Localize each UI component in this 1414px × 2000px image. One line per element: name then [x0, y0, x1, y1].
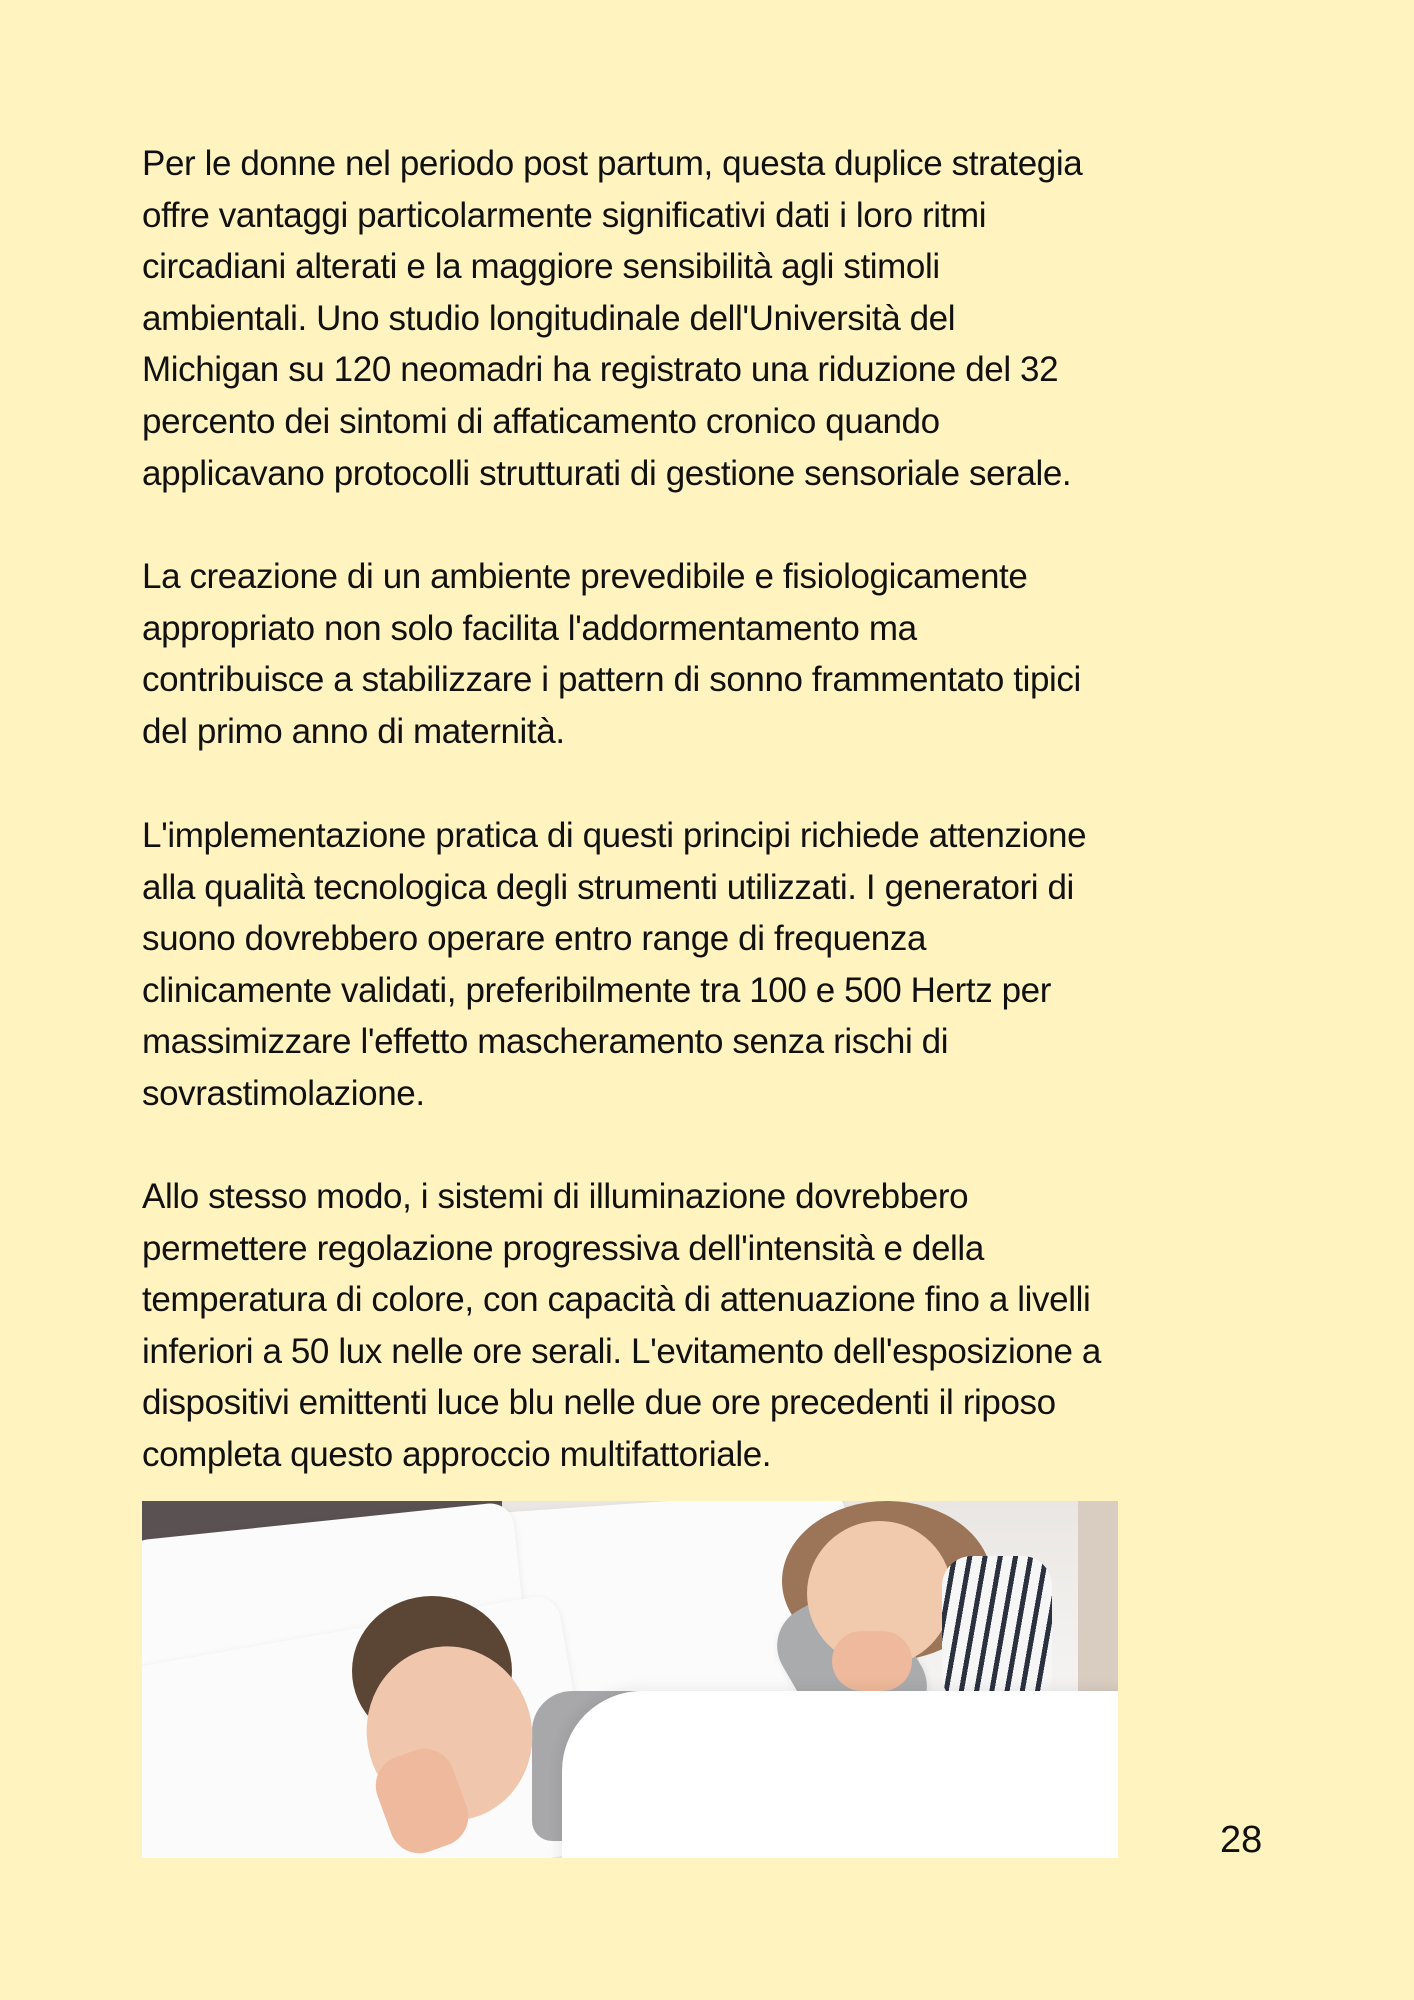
text-line: Allo stesso modo, i sistemi di illuminazione dovrebbero	[142, 1177, 969, 1216]
text-line: percento dei sintomi di affaticamento cronico quando	[142, 401, 940, 441]
text-line: del primo anno di maternità.	[142, 711, 565, 751]
text-line: massimizzare l'effetto mascheramento senza rischi di	[142, 1022, 949, 1062]
text-line: permettere regolazione progressiva dell'intensità e della	[142, 1228, 984, 1268]
text-line: temperatura di colore, con capacità di attenuazione fino a livelli	[142, 1280, 1091, 1320]
sleeping-children-photo	[142, 1501, 1118, 1858]
text-line: clinicamente validati, preferibilmente tra 100 e 500 Hertz per	[142, 970, 1052, 1010]
text-line: appropriato non solo facilita l'addormentamento ma	[142, 608, 917, 648]
paragraph-sound-generators	[142, 810, 1292, 1120]
text-line: sovrastimolazione.	[142, 1073, 425, 1113]
text-line: Michigan su 120 neomadri ha registrato una riduzione del 32	[142, 350, 1059, 390]
text-line: suono dovrebbero operare entro range di frequenza	[142, 919, 927, 959]
text-line: La creazione di un ambiente prevedibile e fisiologicamente	[142, 557, 1028, 596]
paragraph-predictable-environment	[142, 551, 1292, 757]
girl-hand	[832, 1631, 912, 1691]
text-line: Per le donne nel periodo post partum, questa duplice strategia	[142, 144, 1083, 183]
text-line: ambientali. Uno studio longitudinale dell'Università del	[142, 298, 956, 338]
paragraph-lighting-systems	[142, 1171, 1292, 1481]
page-number: 28	[1220, 1819, 1263, 1861]
girl-striped-shirt	[942, 1556, 1052, 1706]
text-line: L'implementazione pratica di questi principi richiede attenzione	[142, 816, 1087, 855]
text-line: alla qualità tecnologica degli strumenti utilizzati. I generatori di	[142, 867, 1074, 907]
text-line: inferiori a 50 lux nelle ore serali. L'evitamento dell'esposizione a	[142, 1331, 1101, 1371]
text-line: contribuisce a stabilizzare i pattern di sonno frammentato tipici	[142, 660, 1081, 700]
paragraph-postpartum-strategy	[142, 138, 1292, 499]
curtain	[1078, 1501, 1118, 1701]
text-line: completa questo approccio multifattoriale.	[142, 1434, 772, 1474]
text-line: applicavano protocolli strutturati di gestione sensoriale serale.	[142, 453, 1072, 493]
text-line: circadiani alterati e la maggiore sensibilità agli stimoli	[142, 247, 940, 287]
white-duvet	[562, 1691, 1118, 1858]
text-line: offre vantaggi particolarmente significativi dati i loro ritmi	[142, 195, 987, 235]
text-line: dispositivi emittenti luce blu nelle due ore precedenti il riposo	[142, 1383, 1056, 1423]
